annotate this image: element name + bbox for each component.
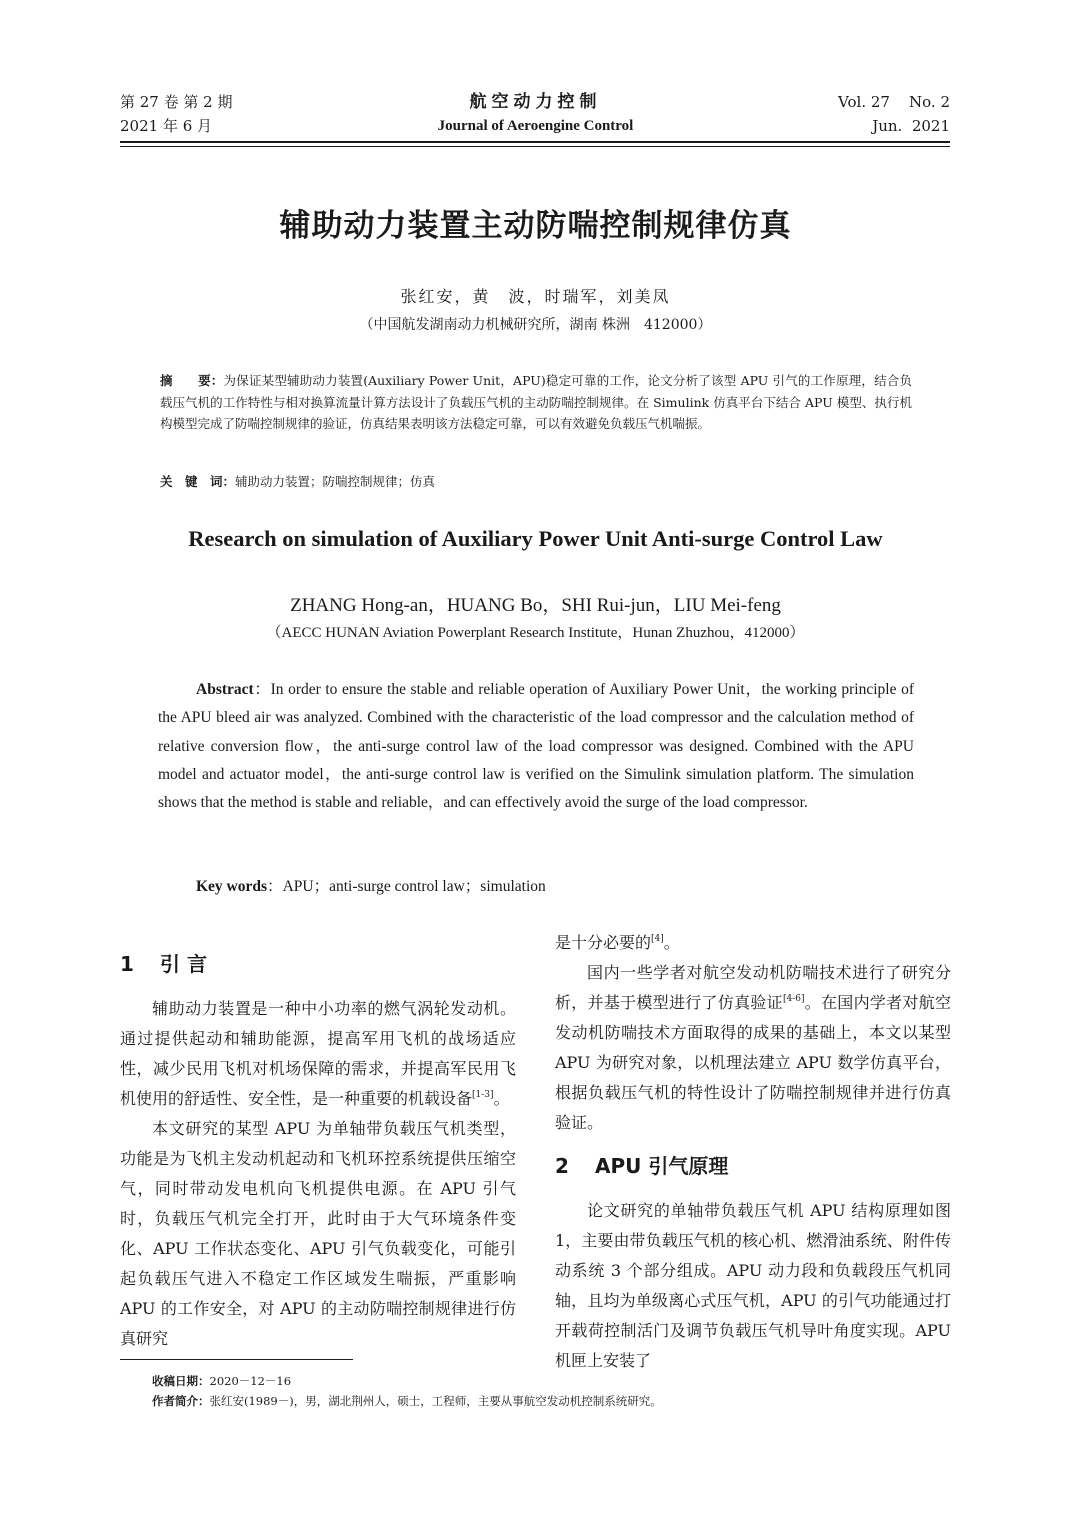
author-bio-text: 张红安(1989－)，男，湖北荆州人，硕士，工程师，主要从事航空发动机控制系统研究。 [209,1394,662,1408]
paragraph [555,1196,951,1376]
paragraph-end: 。在国内学者对航空发动机防喘技术方面取得的成果的基础上，本文以某型 APU 为研究对象，以机理法建立 APU 数学仿真平台，根据负载压气机的特性设计了防喘控制规律并进行仿真验证。 [555,993,951,1132]
keywords-en-label: Key words [196,878,268,895]
section-heading-2 [555,1150,951,1182]
author-bio-label: 作者简介： [152,1394,210,1408]
citation: [4-6] [782,994,805,1004]
date-cn: 2021 年 6 月 [120,117,213,135]
section-number: 1 [120,952,134,976]
footnote-rule [120,1359,353,1360]
abstract-cn [160,370,912,435]
body-column-right [555,928,951,1376]
abstract-en-sep: ： [253,681,271,698]
journal-name-cn: 航空动力控制 [469,92,602,112]
keywords-cn [160,472,435,490]
running-header-right [838,90,950,138]
volume-issue-en: Vol. 27 No. 2 [838,93,950,111]
paragraph-text: 是十分必要的 [555,933,652,952]
section-title: 引 言 [160,952,207,976]
section-title: APU 引气原理 [595,1154,729,1178]
footnote-received [152,1372,291,1390]
abstract-en-text: In order to ensure the stable and reliable operation of Auxiliary Power Unit，the working principle of the APU bleed air was analyzed. Combined with the characteristic of the load compressor and the calculation method of relative conversion flow，the anti-surge control law of the load compressor was designed. Combined with the APU model and actuator model，the anti-surge control law is verified on the Simulink simulation platform. The simulation shows that the method is stable and reliable，and can effectively avoid the surge of the load compressor. [158,681,914,812]
paragraph-text: 论文研究的单轴带负载压气机 APU 结构原理如图 1，主要由带负载压气机的核心机、燃滑油系统、附件传动系统 3 个部分组成。APU 动力段和负载段压气机同轴，且均为单级离心式压气机，APU 的引气功能通过打开载荷控制活门及调节负载压气机导叶角度实现。APU 机匣上安装了 [555,1201,951,1370]
keywords-en [196,874,546,896]
paragraph-text: 辅助动力装置是一种中小功率的燃气涡轮发动机。通过提供起动和辅助能源，提高军用飞机的战场适应性，减少民用飞机对机场保障的需求，并提高军民用飞机使用的舒适性、安全性，是一种重要的机载设备 [120,999,516,1108]
date-en: Jun. 2021 [872,117,950,135]
received-label: 收稿日期： [152,1374,210,1388]
header-rule-thick [120,141,950,143]
body-column-left [120,940,516,1354]
paragraph [120,1114,516,1354]
journal-name-en: Journal of Aeroengine Control [437,118,634,134]
citation: [4] [651,934,664,944]
paper-title-en: Research on simulation of Auxiliary Power Unit Anti-surge Control Law [188,526,883,551]
keywords-cn-label: 关 键 词： [160,474,236,489]
footnote-author-bio [152,1392,662,1410]
section-number: 2 [555,1154,569,1178]
paragraph-end: 。 [493,1089,510,1108]
keywords-en-text: APU；anti-surge control law；simulation [282,878,546,895]
paragraph [120,994,516,1114]
authors-cn: 张红安，黄 波，时瑞军，刘美凤 [400,287,671,306]
affiliation-cn: （中国航发湖南动力机械研究所，湖南 株洲 412000） [359,317,712,333]
paragraph [555,958,951,1138]
paragraph-end: 。 [663,933,680,952]
citation: [1-3] [472,1090,494,1100]
abstract-cn-text: 为保证某型辅助动力装置(Auxiliary Power Unit，APU)稳定可靠的工作，论文分析了该型 APU 引气的工作原理，结合负载压气机的工作特性与相对换算流量计算方法设计了负载压气机的主动防喘控制规律。在 Simulink 仿真平台下结合 APU 模型、执行机构模型完成了防喘控制规律的验证，仿真结果表明该方法稳定可靠，可以有效避免负载压气机喘振。 [160,373,912,431]
header-rule-thin [120,146,950,147]
paragraph-continued [555,928,951,958]
volume-issue-cn: 第 27 卷 第 2 期 [120,93,233,111]
section-heading-1 [120,948,516,980]
keywords-en-sep: ： [267,878,283,895]
paragraph-text: 国内一些学者对航空发动机防喘技术进行了研究分析，并基于模型进行了仿真验证 [555,963,951,1012]
paper-title-cn: 辅助动力装置主动防喘控制规律仿真 [279,208,792,244]
affiliation-en: （AECC HUNAN Aviation Powerplant Research Institute，Hunan Zhuzhou，412000） [266,625,805,641]
abstract-en-label: Abstract [196,681,254,698]
abstract-cn-label: 摘 要： [160,373,224,388]
received-date: 2020－12－16 [209,1374,292,1388]
authors-en: ZHANG Hong-an，HUANG Bo，SHI Rui-jun，LIU Mei-feng [290,595,781,616]
keywords-cn-text: 辅助动力装置；防喘控制规律；仿真 [235,474,436,489]
abstract-en [158,676,914,817]
paragraph-text: 本文研究的某型 APU 为单轴带负载压气机类型，功能是为飞机主发动机起动和飞机环控系统提供压缩空气，同时带动发电机向飞机提供电源。在 APU 引气时，负载压气机完全打开，此时由于大气环境条件变化、APU 工作状态变化、APU 引气负载变化，可能引起负载压气进入不稳定工作区域发生喘振，严重影响 APU 的工作安全，对 APU 的主动防喘控制规律进行仿真研究 [120,1119,516,1348]
